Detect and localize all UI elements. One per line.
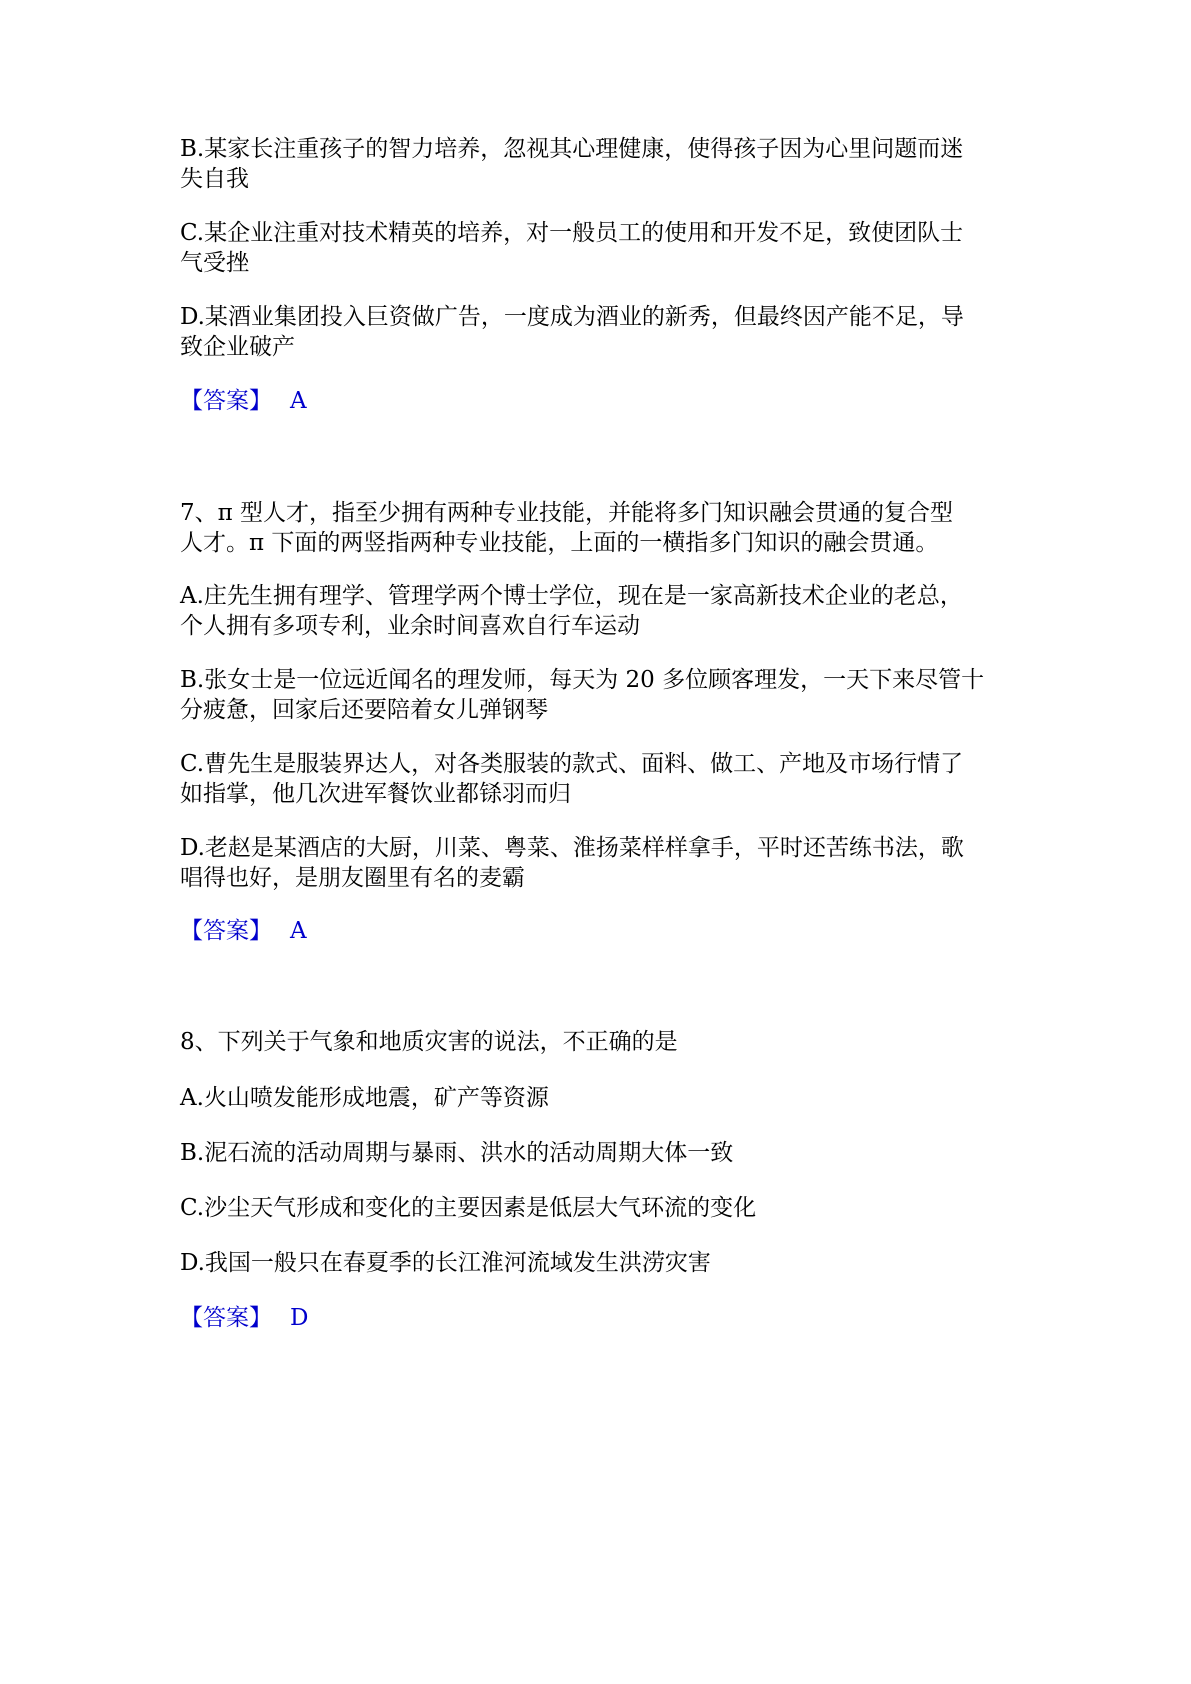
answer-value: A [290,918,307,944]
q7-option-b-line2: 分疲惫，回家后还要陪着女儿弹钢琴 [180,697,548,723]
answer-value: A [290,388,307,414]
answer-label: 【答案】 [180,918,272,944]
q7-answer [180,915,307,948]
q6-option-c-line2: 气受挫 [180,250,249,276]
answer-value: D [290,1305,309,1331]
q6-option-d-line1: D.某酒业集团投入巨资做广告，一度成为酒业的新秀，但最终因产能不足，导 [180,304,964,330]
q7-option-a-line2: 个人拥有多项专利，业余时间喜欢自行车运动 [180,613,640,639]
q8-stem: 8、下列关于气象和地质灾害的说法，不正确的是 [180,1029,678,1055]
q7-option-d-line2: 唱得也好，是朋友圈里有名的麦霸 [180,865,525,891]
q6-answer [180,385,307,418]
q8-option-b: B.泥石流的活动周期与暴雨、洪水的活动周期大体一致 [180,1140,734,1166]
q6-option-b-line2: 失自我 [180,166,249,192]
q7-option-c-line1: C.曹先生是服装界达人，对各类服装的款式、面料、做工、产地及市场行情了 [180,751,964,777]
q6-option-d-line2: 致企业破产 [180,334,295,360]
q6-option-b-line1: B.某家长注重孩子的智力培养，忽视其心理健康，使得孩子因为心里问题而迷 [180,136,964,162]
q7-option-b-line1: B.张女士是一位远近闻名的理发师，每天为 20 多位顾客理发，一天下来尽管十 [180,667,985,693]
q7-stem-line2: 人才。π 下面的两竖指两种专业技能，上面的一横指多门知识的融会贯通。 [180,530,939,556]
q8-answer [180,1302,308,1335]
q7-option-a-line1: A.庄先生拥有理学、管理学两个博士学位，现在是一家高新技术企业的老总， [180,583,963,609]
q8-option-c: C.沙尘天气形成和变化的主要因素是低层大气环流的变化 [180,1195,757,1221]
q7-option-c-line2: 如指掌，他几次进军餐饮业都铩羽而归 [180,781,571,807]
q6-option-c-line1: C.某企业注重对技术精英的培养，对一般员工的使用和开发不足，致使团队士 [180,220,964,246]
answer-label: 【答案】 [180,1305,272,1331]
q8-option-d: D.我国一般只在春夏季的长江淮河流域发生洪涝灾害 [180,1250,711,1276]
q8-option-a: A.火山喷发能形成地震，矿产等资源 [180,1085,549,1111]
answer-label: 【答案】 [180,388,272,414]
q7-option-d-line1: D.老赵是某酒店的大厨，川菜、粤菜、淮扬菜样样拿手，平时还苦练书法，歌 [180,835,964,861]
q7-stem-line1: 7、π 型人才，指至少拥有两种专业技能，并能将多门知识融会贯通的复合型 [180,500,954,526]
